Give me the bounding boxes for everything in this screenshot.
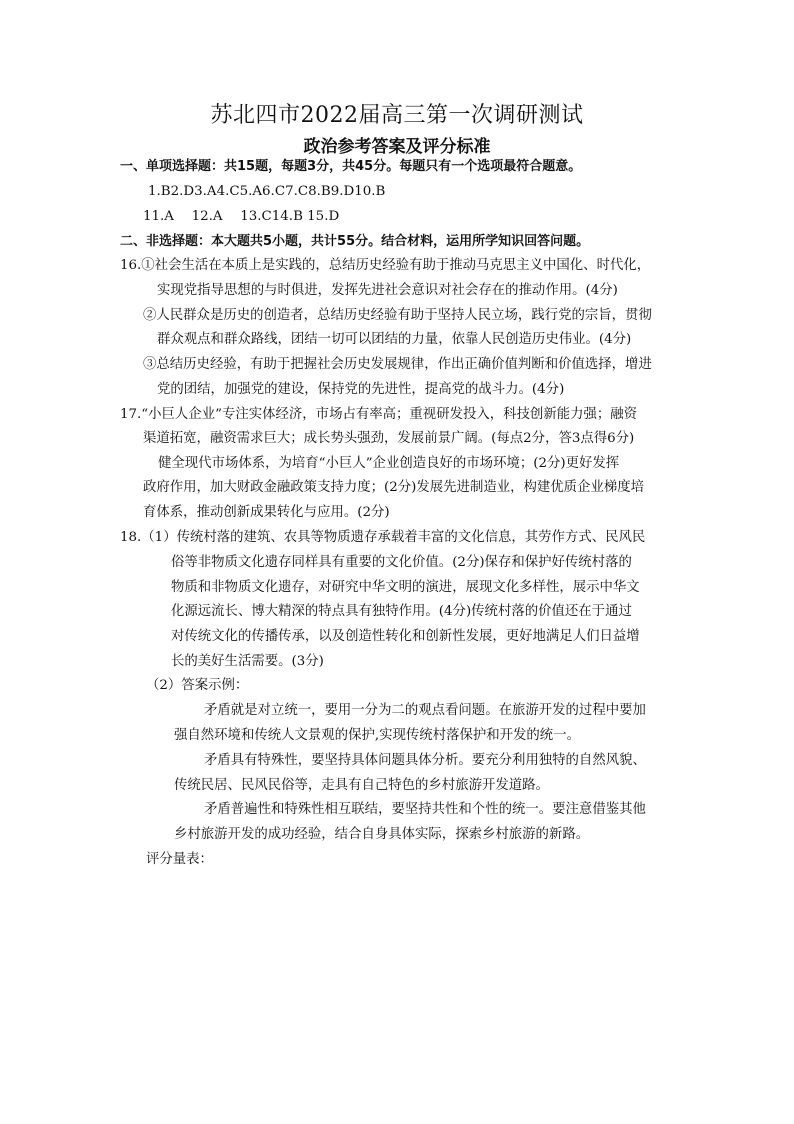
section1-heading: 一、单项选择题：共15题，每题3分，共45分。每题只有一个选项最符合题意。: [120, 159, 582, 174]
q18-line: 矛盾具有特殊性，要坚持具体问题具体分析。要充分利用独特的自然风貌、: [204, 753, 646, 768]
scoring-rubric-label: 评分量表：: [146, 852, 213, 867]
answers-row-2: 11.A 12.A 13.C14.B 15.D: [143, 209, 340, 224]
q18-line: 传统民居、民风民俗等，走具有自己特色的乡村旅游开发道路。: [174, 778, 549, 793]
q16-line: 党的团结，加强党的建设，保持党的先进性，提高党的战斗力。(4分): [157, 382, 565, 397]
q16-line: 16.①社会生活在本质上是实践的，总结历史经验有助于推动马克思主义中国化、时代化，: [120, 258, 651, 273]
q18-line: 乡村旅游开发的成功经验，结合自身具体实际，探索乡村旅游的新路。: [174, 827, 590, 842]
q17-line: 17.“小巨人企业”专注实体经济，市场占有率高；重视研发投入，科技创新能力强；融资: [120, 407, 638, 422]
q18-line: 18.（1）传统村落的建筑、农具等物质遗存承载着丰富的文化信息，其劳作方式、民风民: [120, 530, 646, 545]
page-title: 苏北四市2022届高三第一次调研测试: [210, 103, 584, 128]
q17-line: 健全现代市场体系，为培育“小巨人”企业创造良好的市场环境；(2分)更好发挥: [158, 456, 620, 471]
q17-line: 政府作用，加大财政金融政策支持力度；(2分)发展先进制造业，构建优质企业梯度培: [143, 480, 645, 495]
q18-line: 俗等非物质文化遗存同样具有重要的文化价值。(2分)保存和保护好传统村落的: [171, 555, 632, 570]
q16-line: 实现党指导思想的与时俱进，发挥先进社会意识对社会存在的推动作用。(4分): [157, 283, 618, 298]
q18-line: 强自然环境和传统人文景观的保护,实现传统村落保护和开发的统一。: [174, 728, 580, 743]
q17-line: 渠道拓宽，融资需求巨大；成长势头强劲，发展前景广阔。(每点2分，答3点得6分): [143, 431, 635, 446]
q18-line: 化源远流长、博大精深的特点具有独特作用。(4分)传统村落的价值还在于通过: [171, 604, 632, 619]
q18-line: 长的美好生活需要。(3分): [171, 654, 324, 669]
q17-line: 育体系，推动创新成果转化与应用。(2分): [143, 505, 390, 520]
q16-line: ③总结历史经验，有助于把握社会历史发展规律，作出正确价值判断和价值选择，增进: [143, 357, 652, 372]
q16-line: ②人民群众是历史的创造者，总结历史经验有助于坚持人民立场，践行党的宗旨，贯彻: [143, 308, 652, 323]
q18-line: 对传统文化的传播传承，以及创造性转化和创新性发展，更好地满足人们日益增: [171, 629, 640, 644]
q18-line: 矛盾普遍性和特殊性相互联结，要坚持共性和个性的统一。要注意借鉴其他: [204, 802, 646, 817]
section2-heading: 二、非选择题：本大题共5小题，共计55分。结合材料，运用所学知识回答问题。: [120, 234, 590, 249]
q16-line: 群众观点和群众路线，团结一切可以团结的力量，依靠人民创造历史伟业。(4分): [157, 332, 632, 347]
answers-row-1: 1.B2.D3.A4.C5.A6.C7.C8.B9.D10.B: [148, 184, 386, 199]
q18-line: （2）答案示例：: [146, 678, 249, 693]
page-subtitle: 政治参考答案及评分标准: [303, 137, 491, 157]
q18-line: 矛盾就是对立统一，要用一分为二的观点看问题。在旅游开发的过程中要加: [204, 703, 646, 718]
q18-line: 物质和非物质文化遗存，对研究中华文明的演进，展现文化多样性，展示中华文: [171, 580, 640, 595]
